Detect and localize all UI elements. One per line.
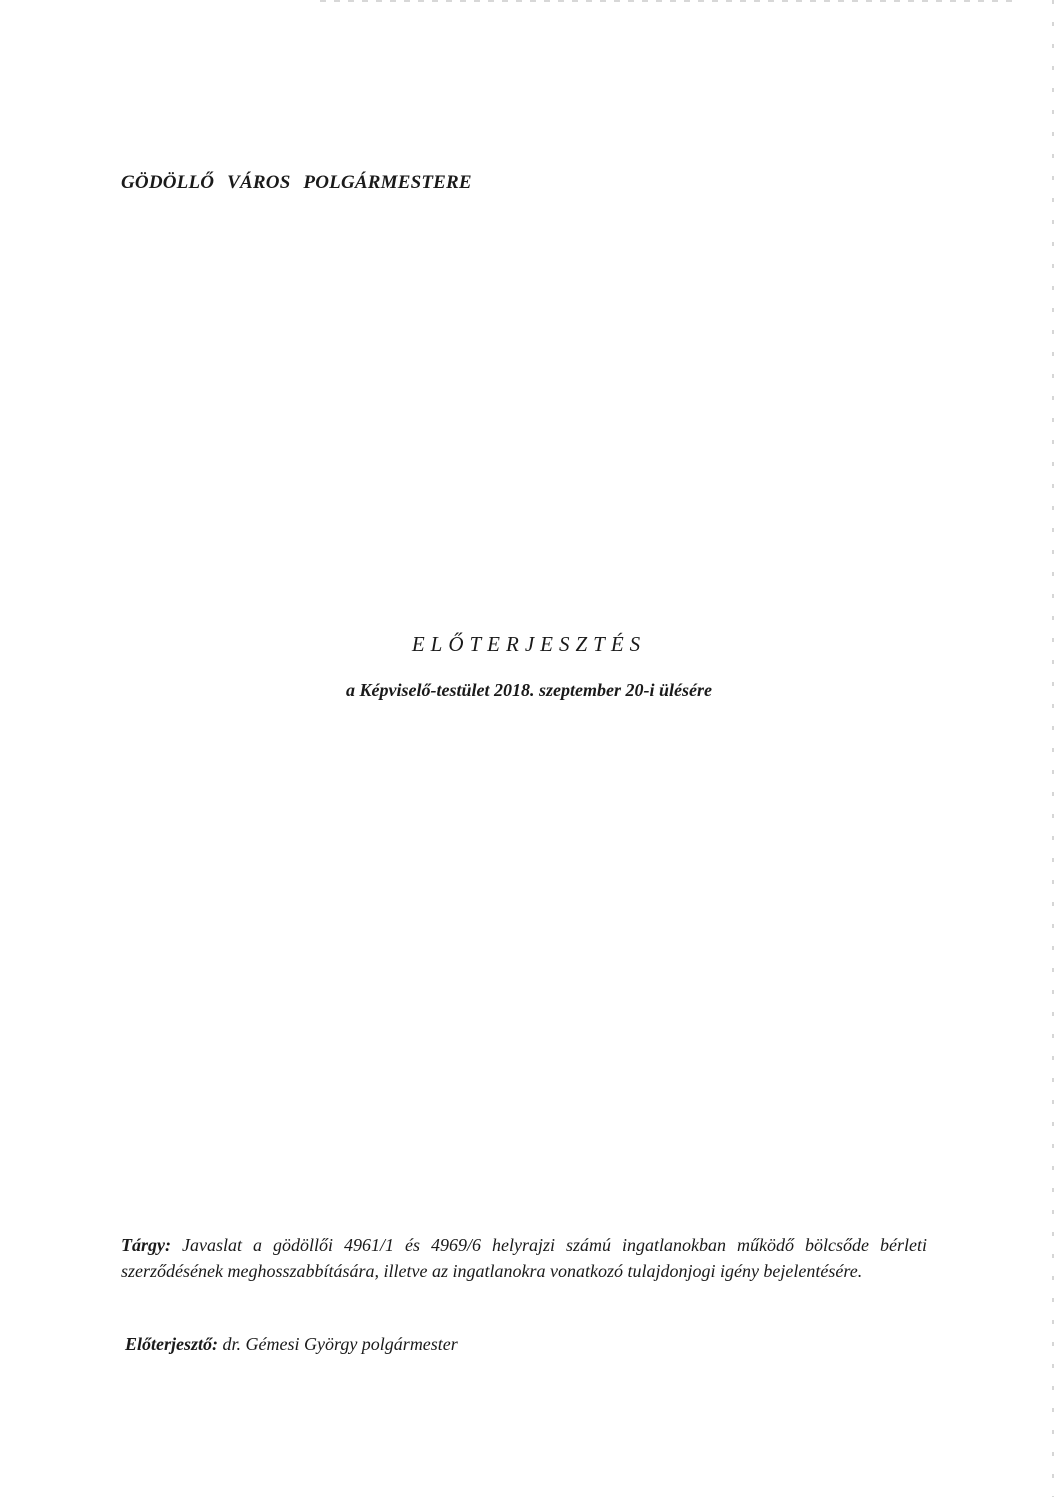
document-subtitle: a Képviselő-testület 2018. szeptember 20-i ülésére bbox=[346, 680, 712, 700]
presenter-name: dr. Gémesi György polgármester bbox=[222, 1334, 458, 1354]
document-title: ELŐTERJESZTÉS bbox=[411, 632, 647, 656]
subject-label: Tárgy: bbox=[121, 1235, 171, 1255]
scan-artifact-top bbox=[320, 0, 1020, 2]
subject-paragraph bbox=[121, 1232, 927, 1284]
presenter-label: Előterjesztő: bbox=[125, 1334, 218, 1354]
issuer-heading: GÖDÖLLŐ VÁROS POLGÁRMESTERE bbox=[121, 172, 472, 193]
subject-text: Javaslat a gödöllői 4961/1 és 4969/6 helyrajzi számú ingatlanokban működő bölcsőde bérleti szerződésének meghosszabbítására, illetve az ingatlanokra vonatkozó tulajdonjogi igény bejelentésére. bbox=[121, 1235, 928, 1281]
presenter-line bbox=[125, 1334, 458, 1355]
scan-artifact-right bbox=[1052, 0, 1054, 1497]
